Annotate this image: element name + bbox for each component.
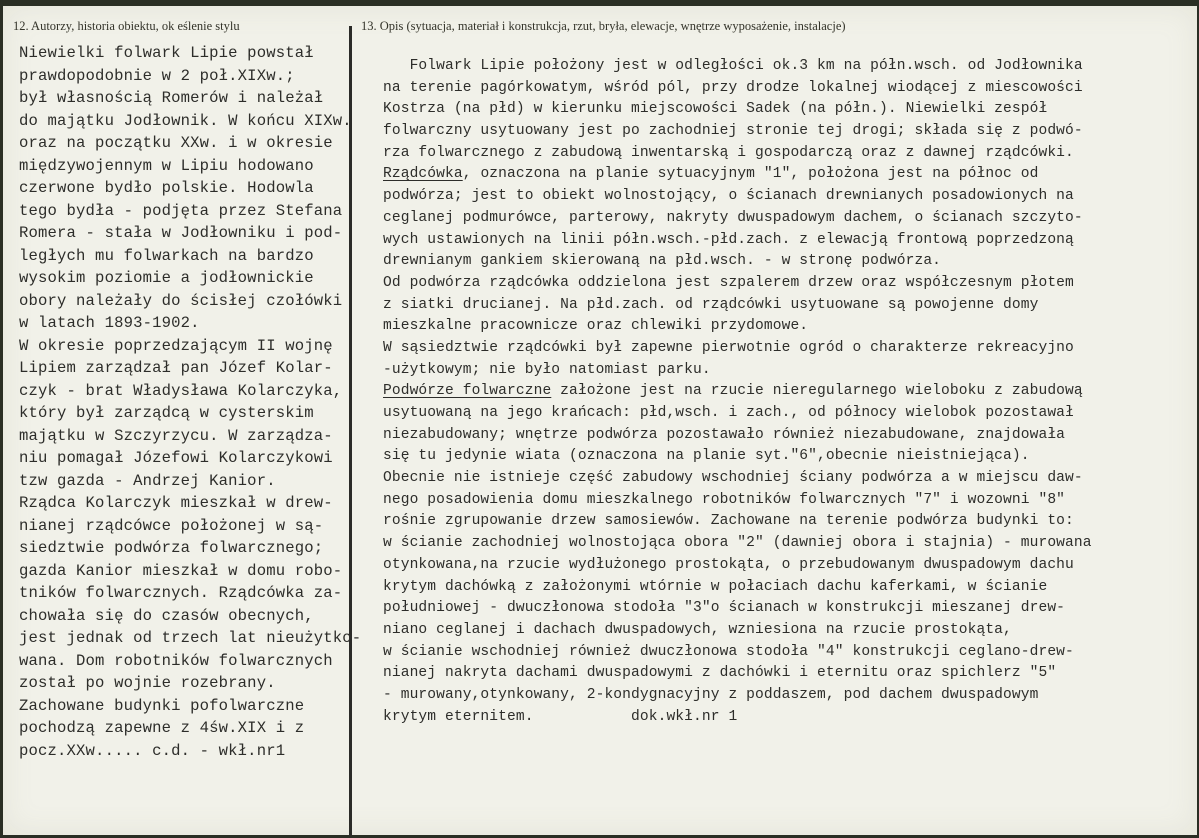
line-text: niezabudowany; wnętrze podwórza pozostawało również niezabudowane, znajdowała [383,426,1066,443]
line-text: podwórza; jest to obiekt wolnostojący, o ścianach drewnianych posadowionych na [383,188,1074,205]
history-line: tzw gazda - Andrzej Kanior. [19,471,276,490]
line-text: południowej - dwuczłonowa stodoła "3"o ścianach w konstrukcji mieszanej drew- [383,600,1066,617]
description-line [383,685,1092,707]
history-line: Romera - stała w Jodłowniku i pod- [19,224,343,242]
history-line: był własnością Romerów i należał [19,89,324,107]
history-line: w latach 1893-1902. [19,314,200,332]
section-13-header: 13. Opis (sytuacja, materiał i konstrukcja, rzut, bryła, elewacje, wnętrze wyposażenie, instalacje) [361,19,846,33]
line-text: krytym eternitem. dok.wkł.nr 1 [383,708,738,725]
line-text: rza folwarcznego z zabudową inwentarską i gospodarczą oraz z dawnej rządcówki. [383,144,1074,161]
line-text: Od podwórza rządcówka oddzielona jest szpalerem drzew oraz współczesnym płotem [383,274,1074,291]
description-line [383,360,1092,382]
history-line: tników folwarcznych. Rządcówka za- [19,584,343,602]
description-line [383,577,1092,599]
history-line: Lipiem zarządzał pan Józef Kolar- [19,359,333,377]
description-line [383,273,1092,295]
line-text: ceglanej podmurówce, parterowy, nakryty dwuspadowym dachem, o ścianach szczyto- [383,209,1083,226]
description-line [383,511,1092,533]
document-page [3,6,1197,835]
line-text: założone jest na rzucie nieregularnego wieloboku z zabudową [551,383,1083,400]
line-text: Kostrza (na płd) w kierunku miejscowości Sadek (na półn.). Niewielki zespół [383,101,1048,118]
line-text: Obecnie nie istnieje część zabudowy wschodniej ściany podwórza a w miejscu daw- [383,470,1083,487]
description-line [383,186,1092,208]
line-text: - murowany,otynkowany, 2-kondygnacyjny z poddaszem, pod dachem dwuspadowym [383,686,1039,703]
description-line [383,338,1092,360]
description-line [383,425,1092,447]
description-line [383,56,1092,78]
history-line: chowała się do czasów obecnych, [19,606,314,625]
history-line: W okresie poprzedzającym II wojnę [19,336,333,355]
history-line: gazda Kanior mieszkał w domu robo- [19,561,343,580]
history-line: oraz na początku XXw. i w okresie [19,134,333,152]
line-text: Folwark Lipie położony jest w odległości ok.3 km na półn.wsch. od Jodłownika [383,58,1083,74]
description-line [383,620,1092,642]
line-text: folwarczny usytuowany jest po zachodniej stronie tej drogi; składa się z podwó- [383,123,1083,140]
description-line [383,230,1092,252]
line-text: mieszkalne pracownicze oraz chlewiki przydomowe. [383,318,809,335]
description-line [383,598,1092,620]
history-line: czerwone bydło polskie. Hodowla [19,179,314,197]
description-line [383,642,1092,664]
line-text: nianej nakryta dachami dwuspadowymi z dachówki i eternitu oraz spichlerz "5" [383,665,1057,682]
history-line: jest jednak od trzech lat nieużytko- [19,629,362,647]
history-line: tego bydła - podjęta przez Stefana [19,201,343,220]
line-text: niano ceglanej i dachach dwuspadowych, wzniesiona na rzucie prostokąta, [383,621,1012,638]
history-line: siedztwie podwórza folwarcznego; [19,539,324,557]
line-text: rośnie zgrupowanie drzew samosiewów. Zachowane na terenie podwórza budynki to: [383,513,1074,530]
line-text: z siatki drucianej. Na płd.zach. od rządcówki usytuowane są powojenne domy [383,296,1039,313]
line-text: w ścianie wschodniej również dwuczłonowa stodoła "4" konstrukcji ceglano-drew- [383,643,1074,660]
description-line [383,555,1092,577]
description-line [383,403,1092,425]
line-text: nego posadowienia domu mieszkalnego robotników folwarcznych "7" i wozowni "8" [383,491,1066,508]
line-text: się tu jedynie wiata (oznaczona na planie syt."6",obecnie nieistniejąca). [383,448,1030,465]
history-line: który był zarządcą w cysterskim [19,404,314,422]
history-line: Niewielki folwark Lipie powstał [19,44,314,62]
section-13-description-text [383,56,1092,728]
history-line: Zachowane budynki pofolwarczne [19,696,305,715]
description-line [383,295,1092,317]
line-text: , oznaczona na planie sytuacyjnym "1", położona jest na północ od [462,166,1039,183]
description-line [383,208,1092,230]
description-line [383,251,1092,273]
description-line [383,663,1092,685]
history-line: ległych mu folwarkach na bardzo [19,246,314,265]
line-text: W sąsiedztwie rządcówki był zapewne pierwotnie ogród o charakterze rekreacyjno [383,339,1074,356]
description-line [383,381,1092,403]
description-line [383,446,1092,468]
description-line [383,143,1092,165]
history-line: majątku w Szczyrzycu. W zarządza- [19,426,333,445]
line-text: wych ustawionych na linii półn.wsch.-płd.zach. z elewacją frontową poprzedzoną [383,231,1074,248]
description-line [383,164,1092,186]
description-line [383,99,1092,121]
section-12-history-text [19,42,361,762]
history-line: do majątku Jodłownik. W końcu XIXw. [19,111,352,130]
description-line [383,316,1092,338]
history-line: został po wojnie rozebrany. [19,674,276,692]
description-line [383,121,1092,143]
line-text: usytuowaną na jego krańcach: płd,wsch. i zach., od północy wielobok pozostawał [383,405,1074,421]
description-line [383,533,1092,555]
line-text: krytym dachówką z założonymi wtórnie w połaciach dachu kaferkami, w ścianie [383,578,1048,595]
line-text: na terenie pagórkowatym, wśród pól, przy drodze lokalnej wiodącej z miescowości [383,79,1083,96]
description-line [383,468,1092,490]
description-line [383,78,1092,100]
description-line [383,490,1092,512]
underlined-heading: Podwórze folwarczne [383,383,552,400]
history-line: Rządca Kolarczyk mieszkał w drew- [19,494,333,512]
line-text: w ścianie zachodniej wolnostojąca obora "2" (dawniej obora i stajnia) - murowana [383,535,1092,552]
description-line [383,707,1092,729]
history-line: międzywojennym w Lipiu hodowano [19,156,314,175]
history-line: niu pomagał Józefowi Kolarczykowi [19,449,333,467]
history-line: wana. Dom robotników folwarcznych [19,651,333,670]
history-line: obory należały do ścisłej czołówki [19,291,343,310]
line-text: drewnianym gankiem skierowaną na płd.wsch. - w stronę podwórza. [383,253,942,270]
history-line: wysokim poziomie a jodłownickie [19,269,314,287]
history-line: prawdopodobnie w 2 poł.XIXw.; [19,66,295,85]
section-12-header: 12. Autorzy, historia obiektu, ok eślenie stylu [13,19,240,33]
history-line: pochodzą zapewne z 4św.XIX i z [19,719,305,737]
history-line: pocz.XXw..... c.d. - wkł.nr1 [19,741,286,760]
line-text: -użytkowym; nie było natomiast parku. [383,361,711,378]
history-line: czyk - brat Władysława Kolarczyka, [19,381,343,400]
history-line: nianej rządcówce położonej w są- [19,516,324,535]
line-text: otynkowana,na rzucie wydłużonego prostokąta, o przebudowanym dwuspadowym dachu [383,556,1074,573]
underlined-heading: Rządcówka [383,166,463,183]
